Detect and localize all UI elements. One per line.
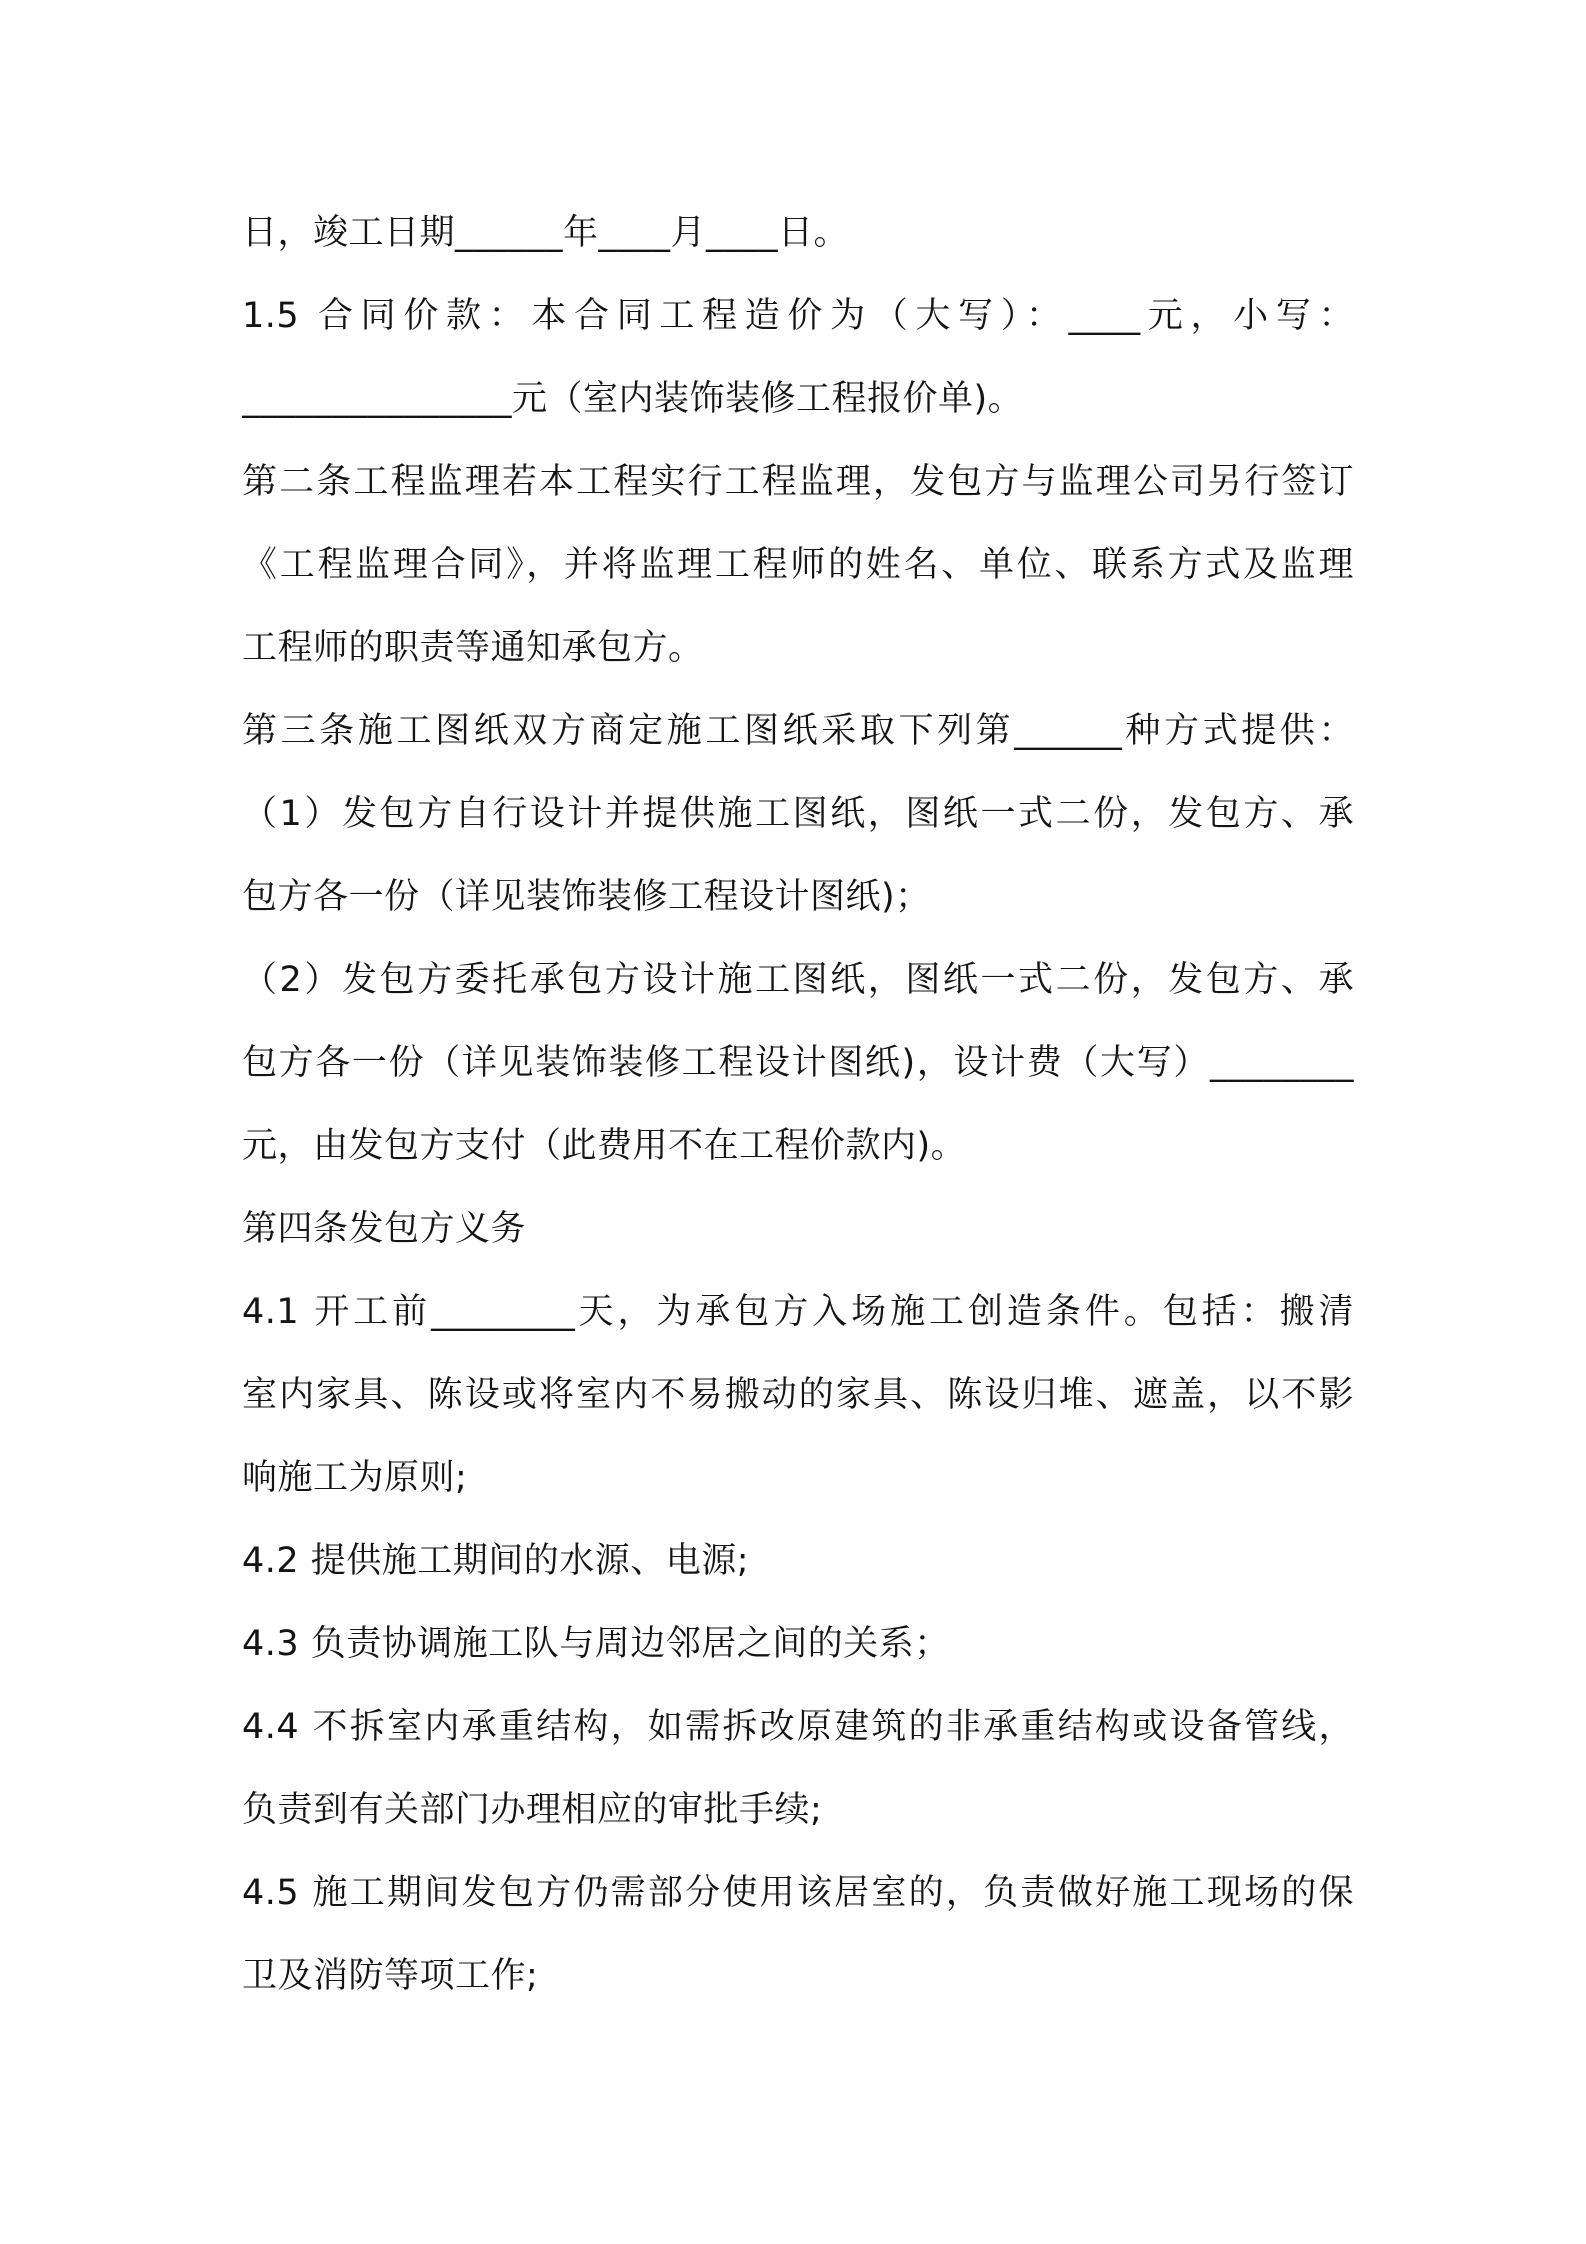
- text-line: 负责到有关部门办理相应的审批手续;: [242, 1790, 823, 1830]
- text-line: 卫及消防等项工作;: [242, 1956, 539, 1996]
- text-line: 响施工为原则;: [242, 1458, 468, 1498]
- text-line: （1）发包方自行设计并提供施工图纸，图纸一式二份，发包方、承: [242, 794, 1354, 834]
- text-line: 4.3 负责协调施工队与周边邻居之间的关系；: [242, 1624, 950, 1664]
- text-line: 包方各一份（详见装饰装修工程设计图纸)；: [242, 877, 931, 917]
- text-line: 工程师的职责等通知承包方。: [242, 628, 704, 668]
- text-line: 第三条施工图纸双方商定施工图纸采取下列第______种方式提供：: [242, 711, 1354, 751]
- text-line: 4.4 不拆室内承重结构，如需拆改原建筑的非承重结构或设备管线，: [242, 1707, 1354, 1747]
- text-line: （2）发包方委托承包方设计施工图纸，图纸一式二份，发包方、承: [242, 960, 1354, 1000]
- text-line: 4.1 开工前________天，为承包方入场施工创造条件。包括：搬清: [242, 1292, 1354, 1332]
- text-line: 《工程监理合同》，并将监理工程师的姓名、单位、联系方式及监理: [242, 545, 1354, 585]
- text-line: 第四条发包方义务: [242, 1209, 527, 1249]
- text-line: _______________元（室内装饰装修工程报价单)。: [242, 379, 1024, 419]
- text-line: 元，由发包方支付（此费用不在工程价款内)。: [242, 1126, 967, 1166]
- text-line: 室内家具、陈设或将室内不易搬动的家具、陈设归堆、遮盖，以不影: [242, 1375, 1354, 1415]
- text-line: 4.2 提供施工期间的水源、电源;: [242, 1541, 750, 1581]
- text-line: 第二条工程监理若本工程实行工程监理，发包方与监理公司另行签订: [242, 462, 1354, 502]
- text-line: 日，竣工日期______年____月____日。: [242, 213, 850, 253]
- text-line: 4.5 施工期间发包方仍需部分使用该居室的，负责做好施工现场的保: [242, 1873, 1354, 1913]
- contract-text-body: [242, 192, 1354, 2018]
- text-line: 包方各一份（详见装饰装修工程设计图纸)，设计费（大写）________: [242, 1043, 1354, 1083]
- text-line: 1.5 合同价款：本合同工程造价为（大写）：____元，小写：: [242, 296, 1354, 336]
